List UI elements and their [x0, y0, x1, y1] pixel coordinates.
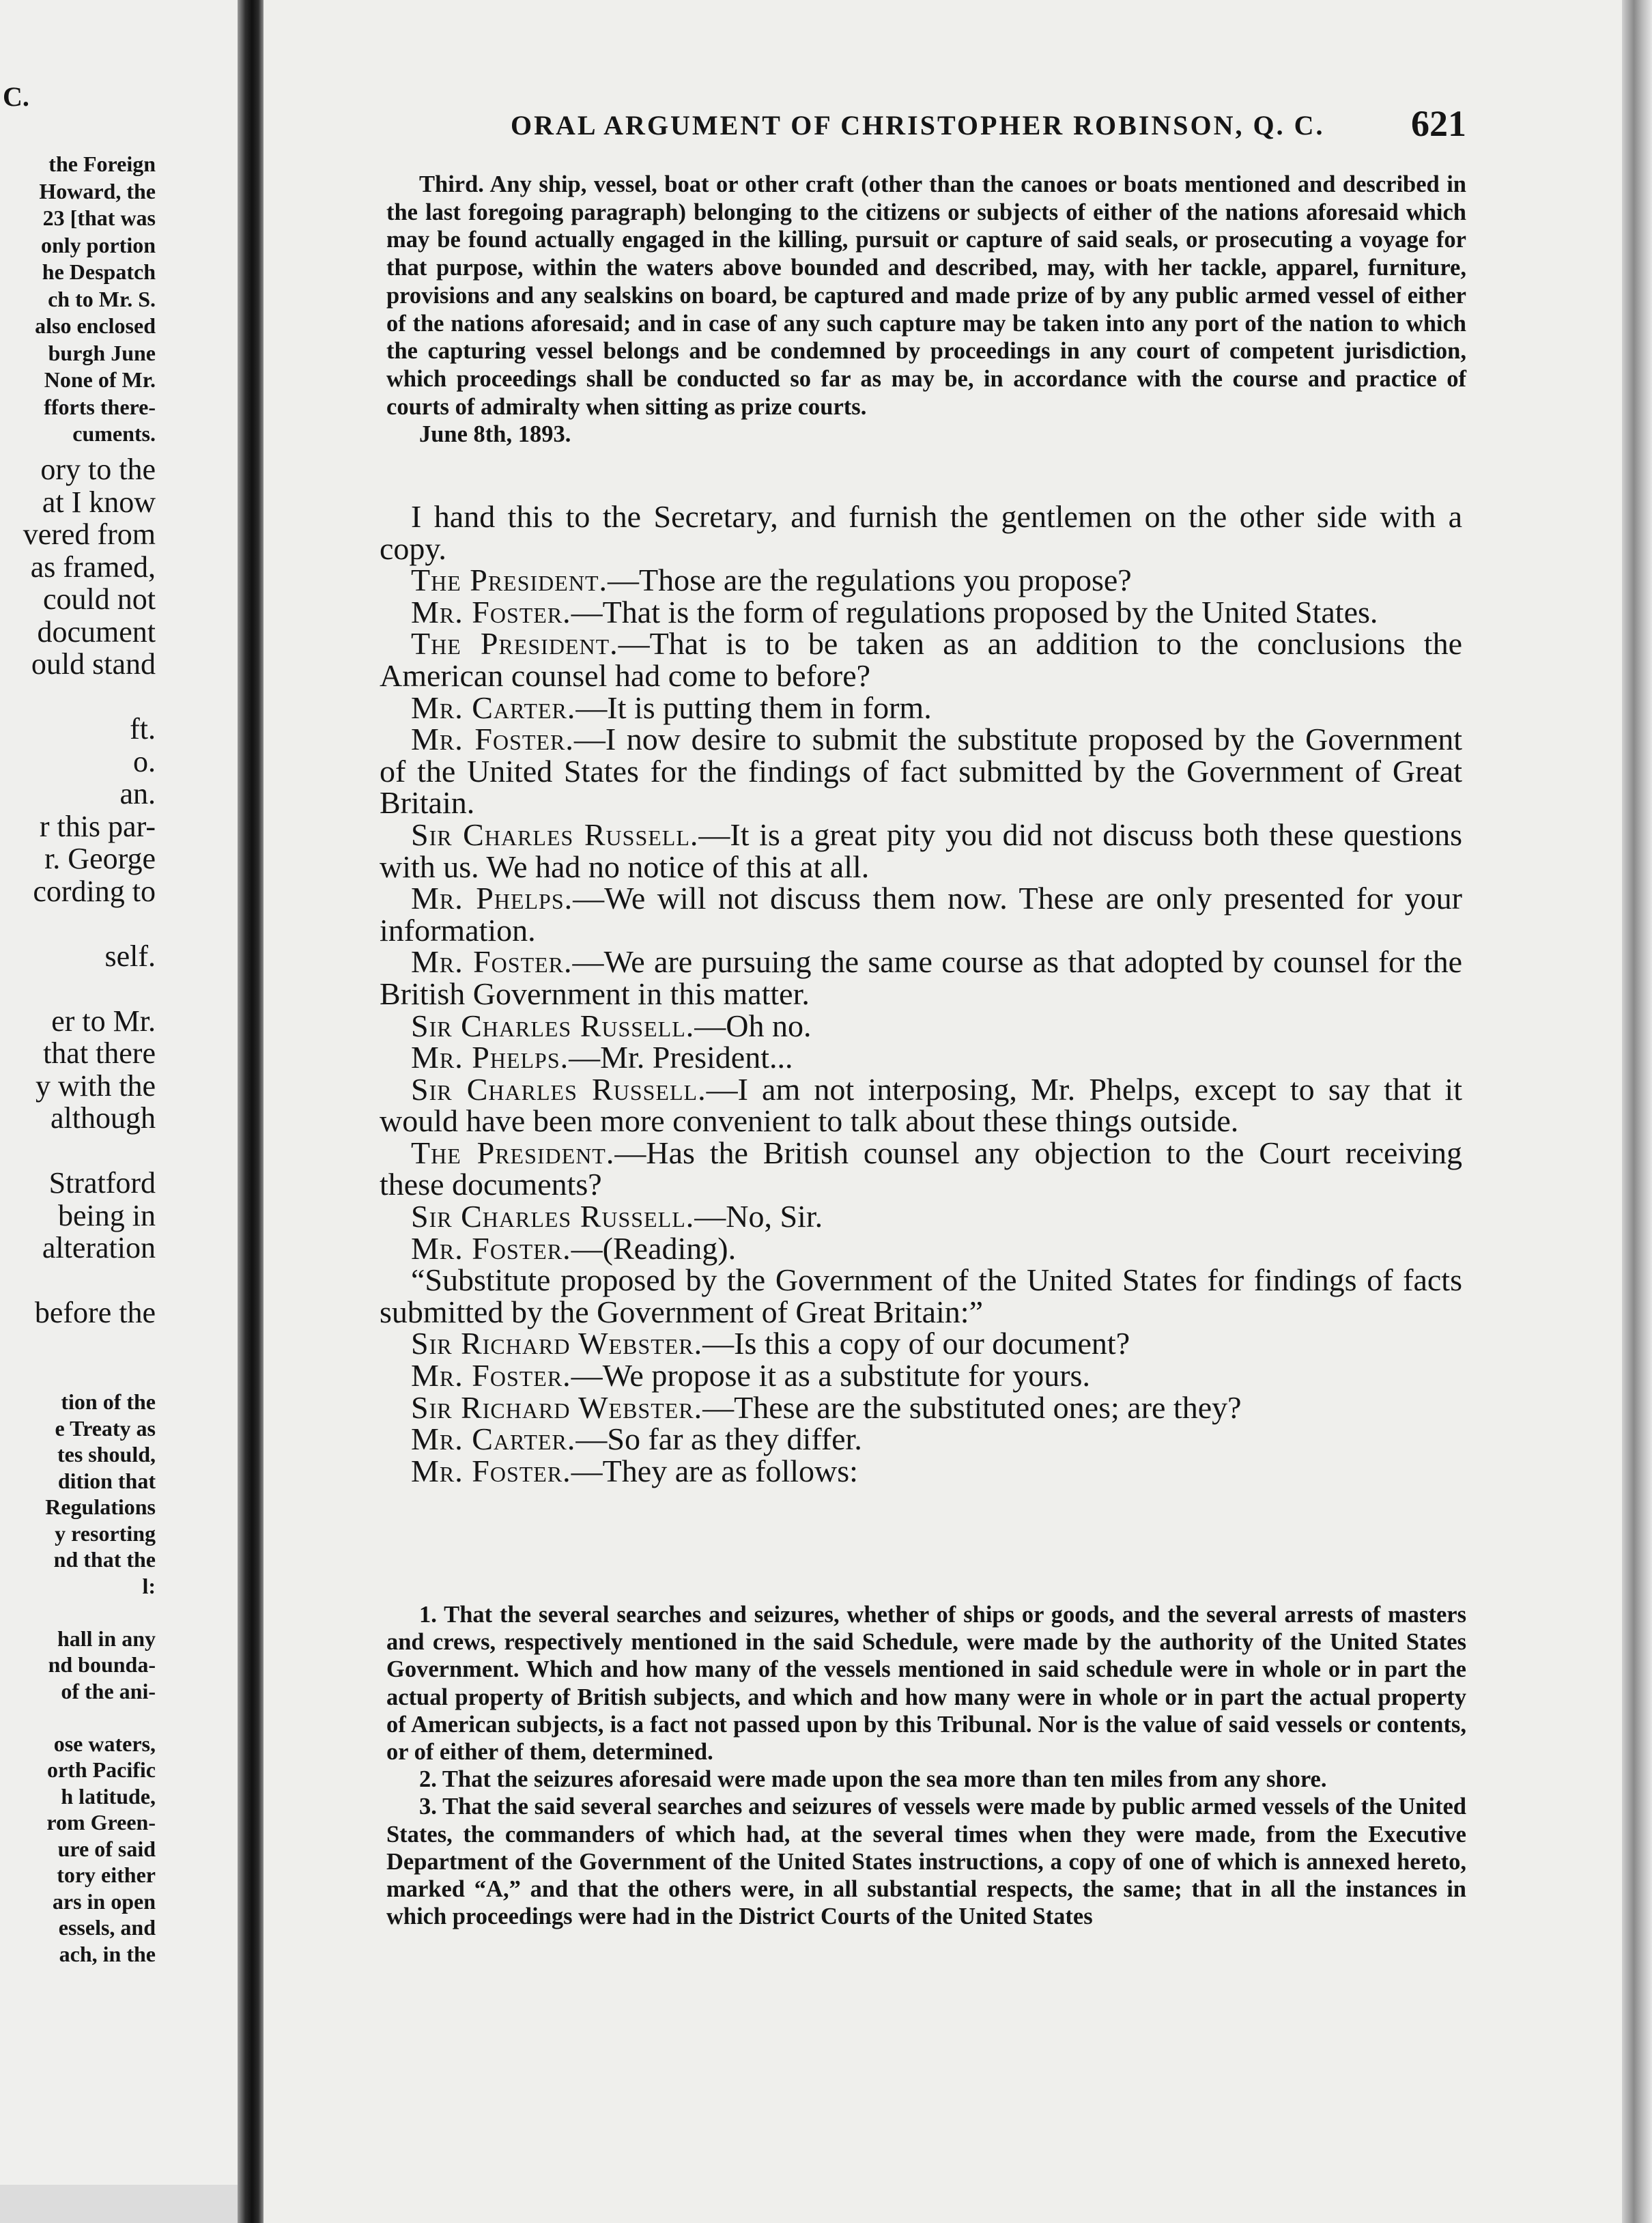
left-page-line: None of Mr. — [44, 367, 156, 392]
left-page-line: being in — [58, 1198, 156, 1232]
dialogue-paragraph — [380, 819, 1462, 883]
left-page-line: essels, and — [58, 1915, 156, 1940]
left-page-line: alteration — [42, 1231, 156, 1264]
dialogue-paragraph — [380, 1201, 1462, 1233]
dialogue-paragraph — [380, 1010, 1462, 1043]
speaker-name: Mr. Foster. — [411, 722, 574, 757]
left-page-line: ft. — [130, 712, 156, 746]
dialogue-paragraph — [380, 501, 1462, 565]
dialogue-text: —That is to be taken as an addition to the conclusions the American counsel had come to before? — [380, 626, 1463, 693]
dialogue-paragraph — [380, 1264, 1462, 1328]
dialogue-paragraph — [380, 1230, 1462, 1266]
left-page-line: also enclosed — [35, 313, 156, 338]
left-page-line: nd that the — [53, 1547, 156, 1572]
left-page-line: tory either — [57, 1863, 156, 1887]
dialogue-text: “Substitute proposed by the Government of the United States for findings of facts submitted by the Government of Great Britain:” — [380, 1262, 1462, 1329]
left-page-line: could not — [43, 582, 156, 616]
left-page-line: vered from — [23, 518, 156, 551]
left-page-line: rom Green- — [46, 1810, 156, 1835]
dialogue-text: —I am not interposing, Mr. Phelps, except to say that it would have been more convenient to talk about these things outside. — [380, 1071, 1462, 1139]
dialogue-text: —So far as they differ. — [575, 1421, 862, 1457]
speaker-name: Sir Charles Russell. — [411, 1008, 695, 1043]
running-head: ORAL ARGUMENT OF CHRISTOPHER ROBINSON, Q. C. — [511, 110, 1325, 141]
left-page-line: o. — [133, 744, 156, 778]
speaker-name: Mr. Foster. — [411, 1453, 571, 1488]
dialogue-text: —We propose it as a substitute for yours. — [571, 1358, 1090, 1393]
left-page-line: l: — [142, 1573, 156, 1598]
dialogue-text: —It is putting them in form. — [575, 690, 932, 725]
finding-paragraph: 1. That the several searches and seizures, whether of ships or goods, and the several arrests of masters and crews, respectively mentioned in the said Schedule, were made by the authority of the United States Government. Which and how many of the vessels mentioned in said schedule were in whole or in part the actual property of British subjects, and which and how many were in whole or in part the actual property of American subjects, is a fact not passed upon by this Tribunal. Nor is the value of said vessels or contents, or of either of them, determined. — [386, 1602, 1466, 1766]
left-page-line: self. — [104, 939, 156, 973]
dialogue-paragraph — [380, 1360, 1462, 1392]
speaker-name: Sir Charles Russell. — [411, 1199, 695, 1234]
speaker-name: Sir Charles Russell. — [411, 1071, 707, 1107]
dialogue-text: —We are pursuing the same course as that adopted by counsel for the British Government in this matter. — [380, 944, 1462, 1011]
speaker-name: The President. — [411, 563, 608, 598]
speaker-name: Sir Richard Webster. — [411, 1326, 703, 1361]
dialogue-paragraph — [380, 946, 1462, 1010]
dialogue-paragraph — [380, 594, 1462, 629]
left-page-line: cording to — [33, 874, 156, 908]
left-page-line: orth Pacific — [46, 1757, 156, 1782]
finding-paragraph: 2. That the seizures aforesaid were made upon the sea more than ten miles from any shore. — [419, 1766, 1327, 1793]
book-gutter — [238, 0, 264, 2223]
left-page-line: cuments. — [72, 421, 156, 446]
left-page-line: er to Mr. — [51, 1004, 156, 1038]
left-page-line: 23 [that was — [42, 206, 156, 230]
dialogue-paragraph — [380, 883, 1462, 946]
dialogue-paragraph — [380, 565, 1462, 597]
left-page-line: the Foreign — [48, 152, 156, 176]
left-page-line: ach, in the — [59, 1941, 156, 1966]
left-page-line: Regulations — [45, 1495, 156, 1519]
left-page-line: he Despatch — [42, 259, 156, 284]
left-page-line: although — [51, 1101, 156, 1135]
dialogue-paragraph — [380, 1328, 1462, 1360]
dialogue-text: —(Reading). — [571, 1230, 737, 1266]
left-page-line: y resorting — [55, 1520, 156, 1546]
regulation-third-block — [386, 171, 1466, 449]
left-page-line: before the — [34, 1296, 156, 1329]
left-page-line: as framed, — [30, 550, 156, 584]
left-page-line: e Treaty as — [55, 1415, 156, 1441]
dialogue-text: —I now desire to submit the substitute proposed by the Government of the United States for the findings of fact submitted by the Government of Great Britain. — [380, 722, 1463, 821]
speaker-name: Mr. Carter. — [411, 1421, 576, 1457]
left-page-line: nd bounda- — [48, 1652, 156, 1677]
dialogue-paragraph — [380, 1042, 1462, 1074]
speaker-name: Mr. Foster. — [411, 594, 571, 629]
left-page-line: hall in any — [57, 1626, 156, 1651]
speaker-name: The President. — [411, 626, 618, 662]
left-page-line: tes should, — [57, 1442, 156, 1467]
left-page-line: ch to Mr. S. — [48, 286, 156, 311]
left-page-line: only portion — [40, 232, 156, 257]
left-page-line: r this par- — [39, 809, 156, 843]
left-page-line: ory to the — [40, 453, 156, 486]
dialogue-text: —Is this a copy of our document? — [702, 1326, 1130, 1361]
speaker-name: The President. — [411, 1135, 615, 1170]
left-page-line: fforts there- — [44, 394, 156, 419]
dialogue-text: —Those are the regulations you propose? — [608, 563, 1132, 598]
dialogue-paragraph — [380, 724, 1462, 819]
findings-block — [386, 1601, 1466, 1930]
left-page-line: h latitude, — [61, 1783, 156, 1809]
left-page-line: ould stand — [31, 647, 156, 681]
dialogue-text: —It is a great pity you did not discuss both these questions with us. We had no notice of this at all. — [380, 817, 1462, 884]
dialogue-paragraph — [380, 1071, 1462, 1139]
speaker-name: Mr. Phelps. — [411, 881, 573, 916]
dialogue-paragraph — [380, 1453, 1462, 1488]
speaker-name: Mr. Foster. — [411, 944, 573, 980]
dialogue-text: I hand this to the Secretary, and furnish the gentlemen on the other side with a copy. — [380, 499, 1462, 566]
dialogue-block — [380, 501, 1462, 1487]
dialogue-paragraph — [380, 628, 1462, 692]
dialogue-text: —Oh no. — [694, 1008, 812, 1043]
left-page-line: Stratford — [48, 1166, 156, 1200]
page-edge — [1622, 0, 1652, 2223]
finding-paragraph: 3. That the said several searches and seizures of vessels were made by public armed vessels of the United States, the commanders of which had, at the several times when they were made, from the Executive Department of the Government of the United States instructions, a copy of one of which is annexed hereto, marked “A,” and that the others were, in all substantial respects, the same; that in all the instances in which proceedings were had in the District Courts of the United States — [386, 1794, 1466, 1930]
left-page-line: tion of the — [61, 1389, 156, 1414]
dialogue-paragraph — [380, 1421, 1462, 1457]
speaker-name: Mr. Carter. — [411, 690, 576, 725]
dialogue-text: —We will not discuss them now. These are only presented for your information. — [380, 881, 1462, 948]
dialogue-text: —Mr. President... — [569, 1040, 793, 1075]
regulation-third-paragraph: Third. Any ship, vessel, boat or other craft (other than the canoes or boats mentioned and described in the last foregoing paragraph) belonging to the citizens or subjects of either of the nations aforesaid which may be found actually engaged in the killing, pursuit or capture of said seals, or prosecuting a voyage for that purpose, within the waters above bounded and described, may, with her tackle, apparel, furniture, provisions and any sealskins on board, be captured and made prize of by any public armed vessel of either of the nations aforesaid; and in case of any such capture may be taken into any port of the nation to which the capturing vessel belongs and be condemned by proceedings in any court of competent jurisdiction, which proceedings shall be conducted so far as may be, in accordance with the course and practice of courts of admiralty when sitting as prize courts. — [386, 171, 1466, 420]
dialogue-text: —No, Sir. — [694, 1199, 823, 1234]
left-facing-page — [0, 0, 239, 2185]
dialogue-text: —These are the substituted ones; are they? — [702, 1389, 1242, 1425]
left-page-line: document — [37, 614, 156, 649]
speaker-name: Mr. Foster. — [411, 1230, 571, 1266]
left-page-line: Howard, the — [39, 178, 156, 203]
speaker-name: Sir Richard Webster. — [411, 1389, 703, 1425]
speaker-name: Mr. Foster. — [411, 1358, 571, 1393]
left-page-head: C. — [3, 81, 29, 112]
left-page-line: burgh June — [48, 340, 156, 365]
dialogue-text: —Has the British counsel any objection to the Court receiving these documents? — [380, 1135, 1462, 1202]
dialogue-paragraph — [380, 692, 1462, 724]
dialogue-paragraph — [380, 1137, 1462, 1201]
left-page-line: ure of said — [57, 1836, 156, 1861]
left-page-line: dition that — [57, 1468, 156, 1493]
speaker-name: Mr. Phelps. — [411, 1040, 569, 1075]
left-page-line: ose waters, — [53, 1731, 156, 1756]
left-page-line: at I know — [42, 485, 156, 519]
dialogue-text: —They are as follows: — [571, 1453, 858, 1488]
dialogue-text: —That is the form of regulations proposed by the United States. — [571, 594, 1378, 629]
left-page-line: ars in open — [52, 1888, 156, 1914]
dialogue-paragraph — [380, 1389, 1462, 1425]
speaker-name: Sir Charles Russell. — [411, 817, 699, 852]
regulation-date: June 8th, 1893. — [419, 421, 571, 448]
left-page-line: y with the — [35, 1068, 156, 1103]
left-page-line: r. George — [44, 842, 156, 875]
left-page-line: that there — [43, 1036, 156, 1070]
left-page-line: an. — [119, 777, 156, 810]
page-number: 621 — [1411, 103, 1466, 144]
left-page-line: of the ani- — [61, 1678, 156, 1703]
